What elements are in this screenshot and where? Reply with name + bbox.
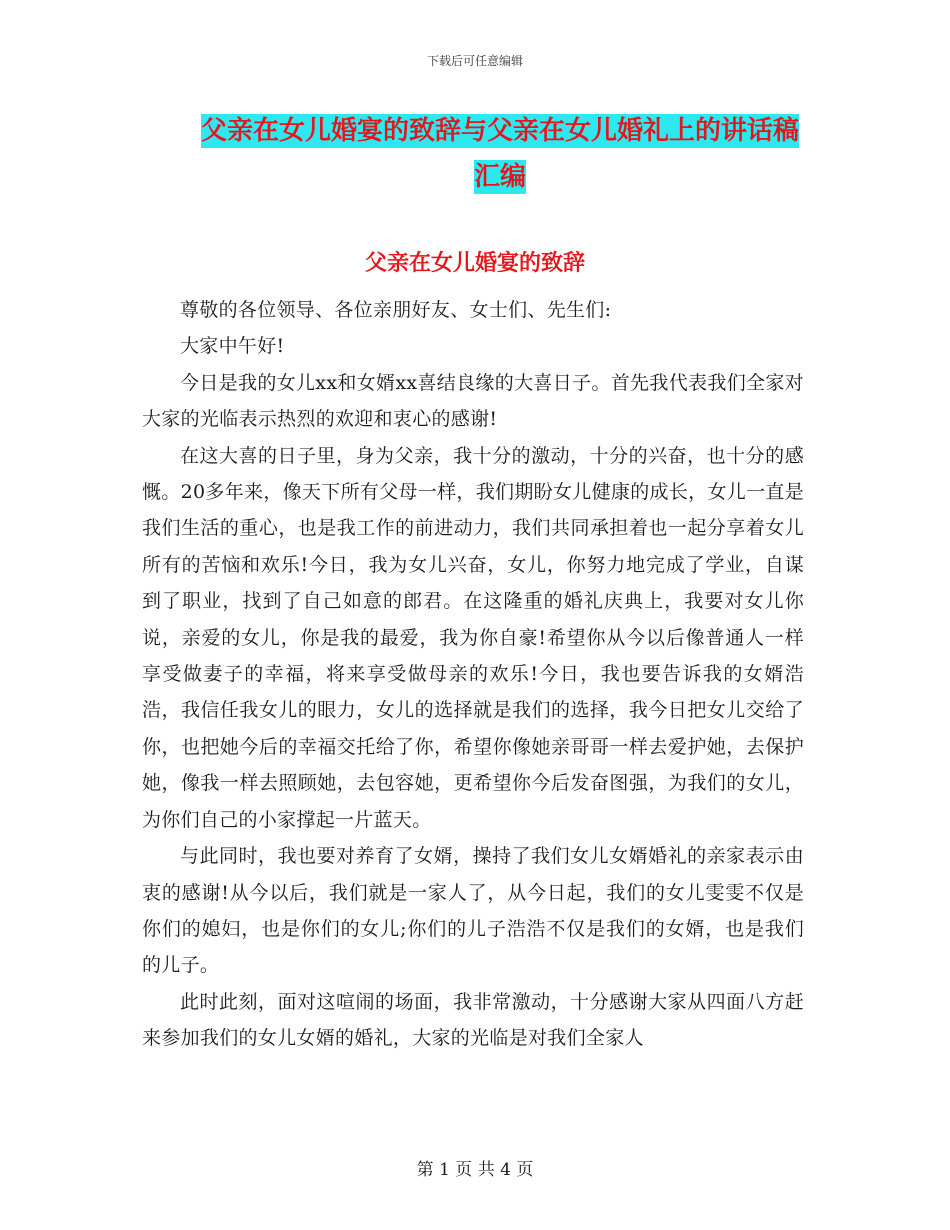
- document-title-line-2: 汇编: [473, 162, 526, 192]
- paragraph: 今日是我的女儿xx和女婿xx喜结良缘的大喜日子。首先我代表我们全家对大家的光临表示热烈的欢迎和衷心的感谢!: [142, 371, 804, 431]
- paragraph: 在这大喜的日子里，身为父亲，我十分的激动，十分的兴奋，也十分的感慨。20多年来，像天下所有父母一样，我们期盼女儿健康的成长，女儿一直是我们生活的重心，也是我工作的前进动力，我们共同承担着也一起分享着女儿所有的苦恼和欢乐!今日，我为女儿兴奋，女儿，你努力地完成了学业，自谋到了职业，找到了自己如意的郎君。在这隆重的婚礼庆典上，我要对女儿你说，亲爱的女儿，你是我的最爱，我为你自豪!希望你从今以后像普通人一样享受做妻子的幸福，将来享受做母亲的欢乐!今日，我也要告诉我的女婿浩浩，我信任我女儿的眼力，女儿的选择就是我们的选择，我今日把女儿交给了你，也把她今后的幸福交托给了你，希望你像她亲哥哥一样去爱护她，去保护她，像我一样去照顾她，去包容她，更希望你今后发奋图强，为我们的女儿，为你们自己的小家撑起一片蓝天。: [142, 444, 804, 831]
- page-footer: 第 1 页 共 4 页: [416, 1160, 534, 1180]
- header-note: 下载后可任意编辑: [426, 54, 523, 68]
- paragraph: 与此同时，我也要对养育了女婿，操持了我们女儿女婿婚礼的亲家表示由衷的感谢!从今以后，我们就是一家人了，从今日起，我们的女儿雯雯不仅是你们的媳妇，也是你们的女儿;你们的儿子浩浩不仅是我们的女婿，也是我们的儿子。: [142, 845, 804, 977]
- document-title-line-1: 父亲在女儿婚宴的致辞与父亲在女儿婚礼上的讲话稿: [200, 116, 799, 146]
- paragraph-greeting: 大家中午好!: [180, 335, 285, 358]
- section-title: 父亲在女儿婚宴的致辞: [364, 250, 585, 276]
- paragraph: 此时此刻，面对这喧闹的场面，我非常激动，十分感谢大家从四面八方赶来参加我们的女儿女婿的婚礼，大家的光临是对我们全家人: [142, 990, 804, 1050]
- document-body: [142, 292, 804, 1057]
- paragraph-salutation: 尊敬的各位领导、各位亲朋好友、女士们、先生们:: [180, 299, 612, 321]
- document-title: [150, 108, 850, 200]
